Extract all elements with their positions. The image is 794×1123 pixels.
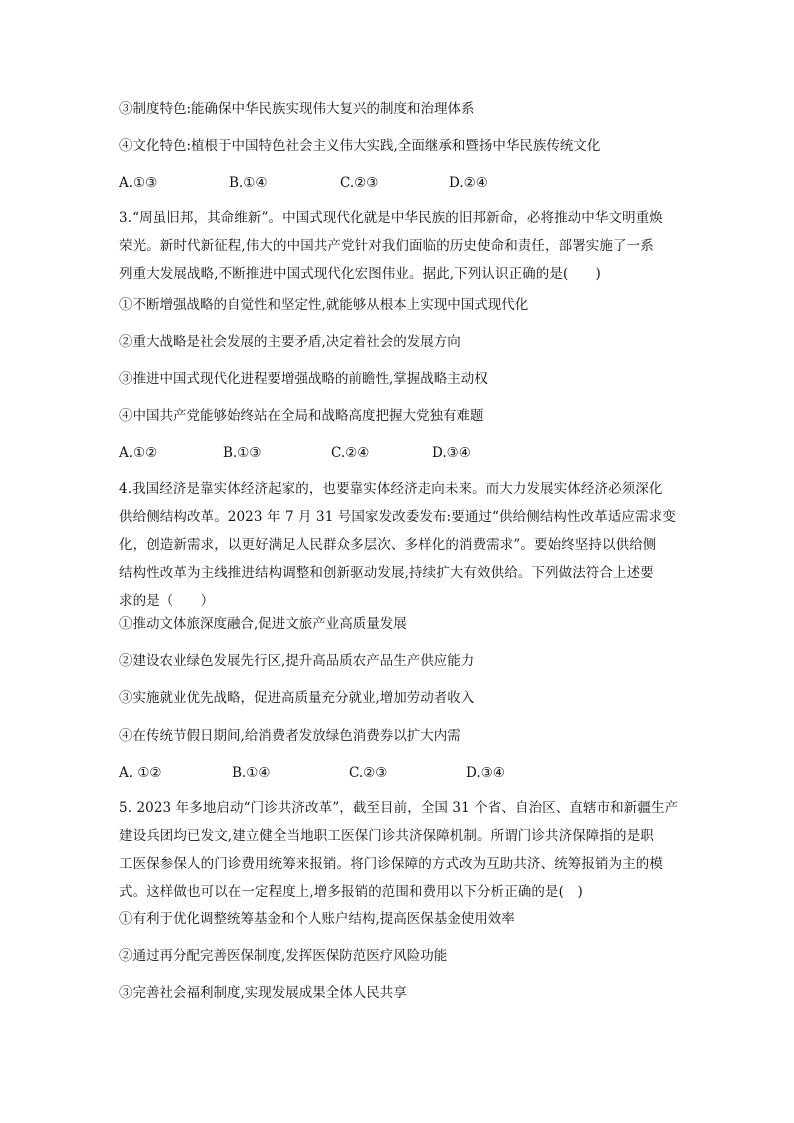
q2-option-b: B.①④: [229, 175, 268, 191]
q3-option-c: C.②④: [331, 445, 370, 461]
q2-statement-3: ③制度特色:能确保中华民族实现伟大复兴的制度和治理体系: [119, 101, 475, 117]
q3-stem-line: 列重大发展战略,不断推进中国式现代化宏图伟业。据此,下列认识正确的是( ): [119, 266, 601, 282]
q4-option-c: C.②③: [349, 765, 388, 781]
q5-stem-line: 建设兵团均已发文,建立健全当地职工医保门诊共济保障机制。所谓门诊共济保障指的是职: [119, 828, 654, 844]
q4-option-a: A. ①②: [119, 765, 162, 781]
q2-option-a: A.①③: [119, 175, 158, 191]
q4-statement-1: ①推动文体旅深度融合,促进文旅产业高质量发展: [119, 616, 407, 632]
q3-statement-4: ④中国共产党能够始终站在全局和战略高度把握大党独有难题: [119, 408, 484, 424]
q3-stem: [119, 204, 681, 288]
q3-stem-line: 3.“周虽旧邦，其命维新”。中国式现代化就是中华民族的旧邦新命，必将推动中华文明重焕: [119, 210, 663, 226]
q4-stem-line: 化，创造新需求，以更好满足人民群众多层次、多样化的消费需求”。要始终坚持以供给侧: [119, 537, 657, 553]
q3-option-d: D.③④: [432, 445, 471, 461]
q5-statement-2: ②通过再分配完善医保制度,发挥医保防范医疗风险功能: [119, 948, 448, 964]
q2-statement-4: ④文化特色:植根于中国特色社会主义伟大实践,全面继承和暨扬中华民族传统文化: [119, 138, 601, 154]
q5-stem-line: 工医保参保人的门诊费用统筹来报销。将门诊保障的方式改为互助共济、统筹报销为主的模: [119, 856, 663, 872]
q5-statement-1: ①有利于优化调整统筹基金和个人账户结构,提高医保基金使用效率: [119, 911, 515, 927]
q3-statement-3: ③推进中国式现代化进程要增强战略的前瞻性,掌握战略主动权: [119, 371, 488, 387]
q4-statement-4: ④在传统节假日期间,给消费者发放绿色消费券以扩大内需: [119, 728, 461, 744]
q5-stem: [119, 794, 681, 906]
q4-statement-3: ③实施就业优先战略，促进高质量充分就业,增加劳动者收入: [119, 690, 475, 706]
q3-option-a: A.①②: [119, 445, 158, 461]
q4-option-d: D.③④: [466, 765, 505, 781]
q2-option-d: D.②④: [449, 175, 488, 191]
q4-statement-2: ②建设农业绿色发展先行区,提升高品质农产品生产供应能力: [119, 653, 475, 669]
q3-statement-1: ①不断增强战略的自觉性和坚定性,就能够从根本上实现中国式现代化: [119, 297, 529, 313]
q4-option-b: B.①④: [232, 765, 271, 781]
q5-statement-3: ③完善社会福利制度,实现发展成果全体人民共享: [119, 985, 407, 1001]
q4-stem-line: 4.我国经济是靠实体经济起家的，也要靠实体经济走向未来。而大力发展实体经济必须深化: [119, 481, 663, 497]
q4-stem-line: 求的是（ ）: [119, 593, 215, 609]
q5-stem-line: 式。这样做也可以在一定程度上,增多报销的范围和费用以下分析正确的是( ): [119, 884, 583, 900]
q3-statement-2: ②重大战略是社会发展的主要矛盾,决定着社会的发展方向: [119, 334, 461, 350]
q3-option-b: B.①③: [223, 445, 262, 461]
q4-stem: [119, 475, 681, 615]
q4-stem-line: 供给侧结构改革。2023 年 7 月 31 号国家发改委发布:要通过“供给侧结构性改革适应需求变: [119, 509, 676, 525]
q5-stem-line: 5. 2023 年多地启动“门诊共济改革”，截至目前，全国 31 个省、自治区、直辖市和新疆生产: [119, 800, 679, 816]
q4-stem-line: 结构性改革为主线推进结构调整和创新驱动发展,持续扩大有效供给。下列做法符合上述要: [119, 565, 654, 581]
q2-option-c: C.②③: [340, 175, 379, 191]
q3-stem-line: 荣光。新时代新征程,伟大的中国共产党针对我们面临的历史使命和责任，部署实施了一系: [119, 238, 654, 254]
